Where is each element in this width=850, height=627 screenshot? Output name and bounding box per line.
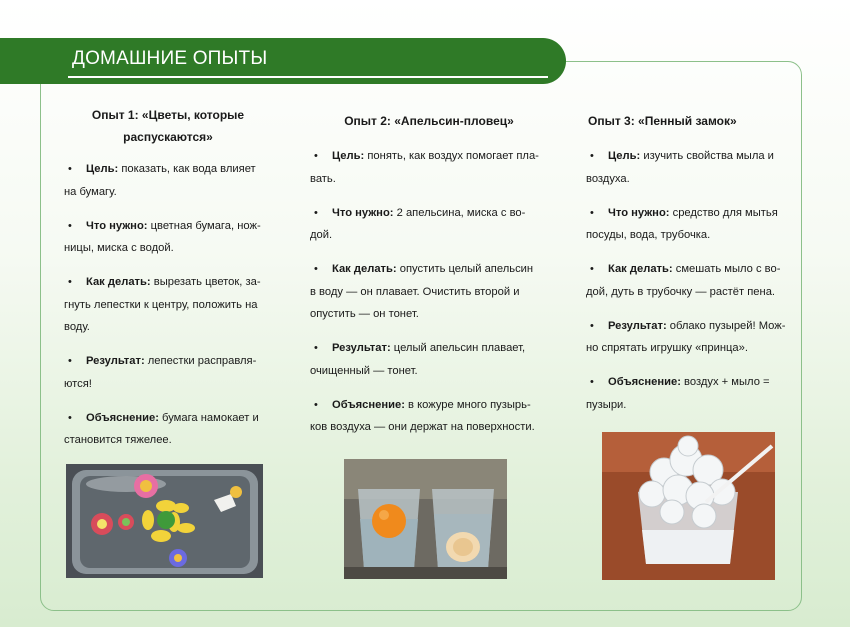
experiment-3-items bbox=[586, 145, 796, 416]
experiment-3-item bbox=[586, 145, 796, 190]
experiment-1-column bbox=[64, 104, 270, 463]
bullet-icon: • bbox=[314, 398, 318, 411]
experiment-3-column bbox=[586, 110, 796, 428]
item-label: Как делать: bbox=[332, 263, 397, 275]
item-line bbox=[608, 371, 796, 394]
experiment-3-item bbox=[586, 371, 796, 416]
experiment-2-title: Опыт 2: «Апельсин-пловец» bbox=[344, 114, 514, 128]
item-text: дой. bbox=[310, 229, 333, 241]
item-text: гнуть лепестки к центру, положить на bbox=[64, 298, 258, 311]
item-label: Результат: bbox=[332, 342, 391, 354]
flower-blue bbox=[169, 549, 187, 567]
item-label: Объяснение: bbox=[332, 398, 405, 411]
bullet-icon: • bbox=[68, 355, 72, 367]
item-line bbox=[332, 202, 558, 225]
foam-photo bbox=[602, 432, 775, 580]
bullet-icon: • bbox=[68, 276, 72, 288]
item-text: вырезать цветок, за- bbox=[153, 276, 261, 288]
item-text: лепестки расправля- bbox=[147, 355, 257, 367]
item-line bbox=[86, 350, 270, 373]
item-line bbox=[586, 224, 796, 247]
item-text: в кожуре много пузырь- bbox=[408, 398, 531, 411]
experiment-2-item bbox=[310, 394, 558, 439]
item-text: ются! bbox=[64, 377, 92, 390]
flower-pink bbox=[134, 474, 158, 498]
item-text: воздуха. bbox=[586, 172, 630, 185]
item-label: Как делать: bbox=[86, 276, 151, 288]
experiment-2-item bbox=[310, 337, 558, 382]
item-line bbox=[586, 281, 796, 304]
cup-right bbox=[432, 489, 494, 569]
experiment-3-item bbox=[586, 202, 796, 247]
item-text: посуды, вода, трубочка. bbox=[586, 229, 711, 241]
bullet-icon: • bbox=[590, 319, 594, 332]
item-line bbox=[64, 181, 270, 204]
item-line bbox=[310, 168, 558, 191]
item-line bbox=[86, 271, 270, 294]
item-line bbox=[586, 394, 796, 417]
item-line bbox=[310, 360, 558, 383]
item-text: изучить свойства мыла и bbox=[643, 150, 774, 162]
item-text: опустить целый апельсин bbox=[399, 263, 534, 275]
item-line bbox=[64, 316, 270, 339]
item-line bbox=[310, 224, 558, 247]
item-text: ков воздуха — они держат на поверхности. bbox=[310, 421, 535, 433]
item-text: средство для мытья bbox=[672, 206, 778, 219]
item-text: воздух + мыло = bbox=[684, 376, 770, 388]
item-text: опустить — он тонет. bbox=[310, 308, 419, 320]
item-text: дой, дуть в трубочку — растёт пена. bbox=[586, 285, 776, 298]
item-text: смешать мыло с во- bbox=[675, 263, 781, 275]
item-label: Что нужно: bbox=[332, 206, 394, 219]
item-line bbox=[332, 337, 558, 360]
item-label: Что нужно: bbox=[86, 219, 148, 232]
bullet-icon: • bbox=[68, 219, 72, 232]
item-text: становится тяжелее. bbox=[64, 434, 172, 446]
item-text: бумага намокает и bbox=[162, 411, 259, 424]
item-text: вать. bbox=[310, 172, 336, 185]
item-line bbox=[64, 429, 270, 452]
experiment-1-item bbox=[64, 350, 270, 395]
item-line bbox=[86, 407, 270, 430]
experiment-1-item bbox=[64, 271, 270, 339]
item-line bbox=[310, 303, 558, 326]
item-line bbox=[64, 373, 270, 396]
item-label: Объяснение: bbox=[86, 411, 159, 424]
flowers-photo bbox=[66, 464, 263, 578]
item-text: 2 апельсина, миска с во- bbox=[396, 206, 526, 219]
experiment-3-item bbox=[586, 315, 796, 360]
item-text: ницы, миска с водой. bbox=[64, 242, 174, 254]
item-line bbox=[64, 294, 270, 317]
item-label: Цель: bbox=[608, 150, 641, 162]
item-text: показать, как вода влияет bbox=[121, 163, 256, 175]
item-line bbox=[64, 237, 270, 260]
item-text: в воду — он плавает. Очистить второй и bbox=[310, 285, 520, 298]
item-line bbox=[310, 281, 558, 304]
item-text: целый апельсин плавает, bbox=[393, 342, 526, 354]
experiment-1-title: Опыт 1: «Цветы, которые распускаются» bbox=[91, 108, 245, 144]
bullet-icon: • bbox=[314, 263, 318, 275]
bullet-icon: • bbox=[314, 150, 318, 162]
experiment-1-item bbox=[64, 158, 270, 203]
item-label: Цель: bbox=[86, 163, 119, 175]
item-text: на бумагу. bbox=[64, 185, 117, 198]
experiment-3-item bbox=[586, 258, 796, 303]
experiment-2-item bbox=[310, 258, 558, 326]
item-text: очищенный — тонет. bbox=[310, 364, 418, 377]
experiment-2-item bbox=[310, 202, 558, 247]
oranges-photo bbox=[344, 459, 507, 579]
item-text: но спрятать игрушку «принца». bbox=[586, 342, 748, 354]
experiment-1-item bbox=[64, 215, 270, 260]
item-line bbox=[332, 145, 558, 168]
page-title: ДОМАШНИЕ ОПЫТЫ bbox=[72, 48, 268, 69]
item-line bbox=[332, 394, 558, 417]
item-label: Результат: bbox=[608, 319, 667, 332]
item-label: Объяснение: bbox=[608, 376, 681, 388]
item-line bbox=[86, 215, 270, 238]
bullet-icon: • bbox=[68, 411, 72, 424]
bullet-icon: • bbox=[590, 263, 594, 275]
experiment-2-column bbox=[310, 110, 558, 450]
bullet-icon: • bbox=[314, 342, 318, 354]
item-line bbox=[332, 258, 558, 281]
item-line bbox=[608, 202, 796, 225]
title-underline bbox=[68, 76, 548, 78]
bullet-icon: • bbox=[68, 163, 72, 175]
experiment-1-item bbox=[64, 407, 270, 452]
bullet-icon: • bbox=[314, 206, 318, 219]
item-label: Что нужно: bbox=[608, 206, 670, 219]
item-line bbox=[608, 315, 796, 338]
item-text: цветная бумага, нож- bbox=[150, 219, 261, 232]
item-line bbox=[86, 158, 270, 181]
bullet-icon: • bbox=[590, 150, 594, 162]
experiment-3-title: Опыт 3: «Пенный замок» bbox=[588, 114, 737, 128]
item-text: воду. bbox=[64, 321, 90, 333]
bullet-icon: • bbox=[590, 206, 594, 219]
item-line bbox=[586, 337, 796, 360]
item-line bbox=[310, 416, 558, 439]
experiment-1-items bbox=[64, 158, 270, 452]
item-label: Цель: bbox=[332, 150, 365, 162]
experiment-2-items bbox=[310, 145, 558, 439]
bullet-icon: • bbox=[590, 376, 594, 388]
item-line bbox=[608, 145, 796, 168]
item-line bbox=[586, 168, 796, 191]
item-label: Результат: bbox=[86, 355, 145, 367]
cup-left bbox=[358, 489, 420, 569]
experiment-2-item bbox=[310, 145, 558, 190]
item-text: облако пузырей! Мож- bbox=[669, 319, 786, 332]
item-line bbox=[608, 258, 796, 281]
item-text: пузыри. bbox=[586, 398, 627, 411]
item-text: понять, как воздух помогает пла- bbox=[367, 150, 539, 162]
item-label: Как делать: bbox=[608, 263, 673, 275]
